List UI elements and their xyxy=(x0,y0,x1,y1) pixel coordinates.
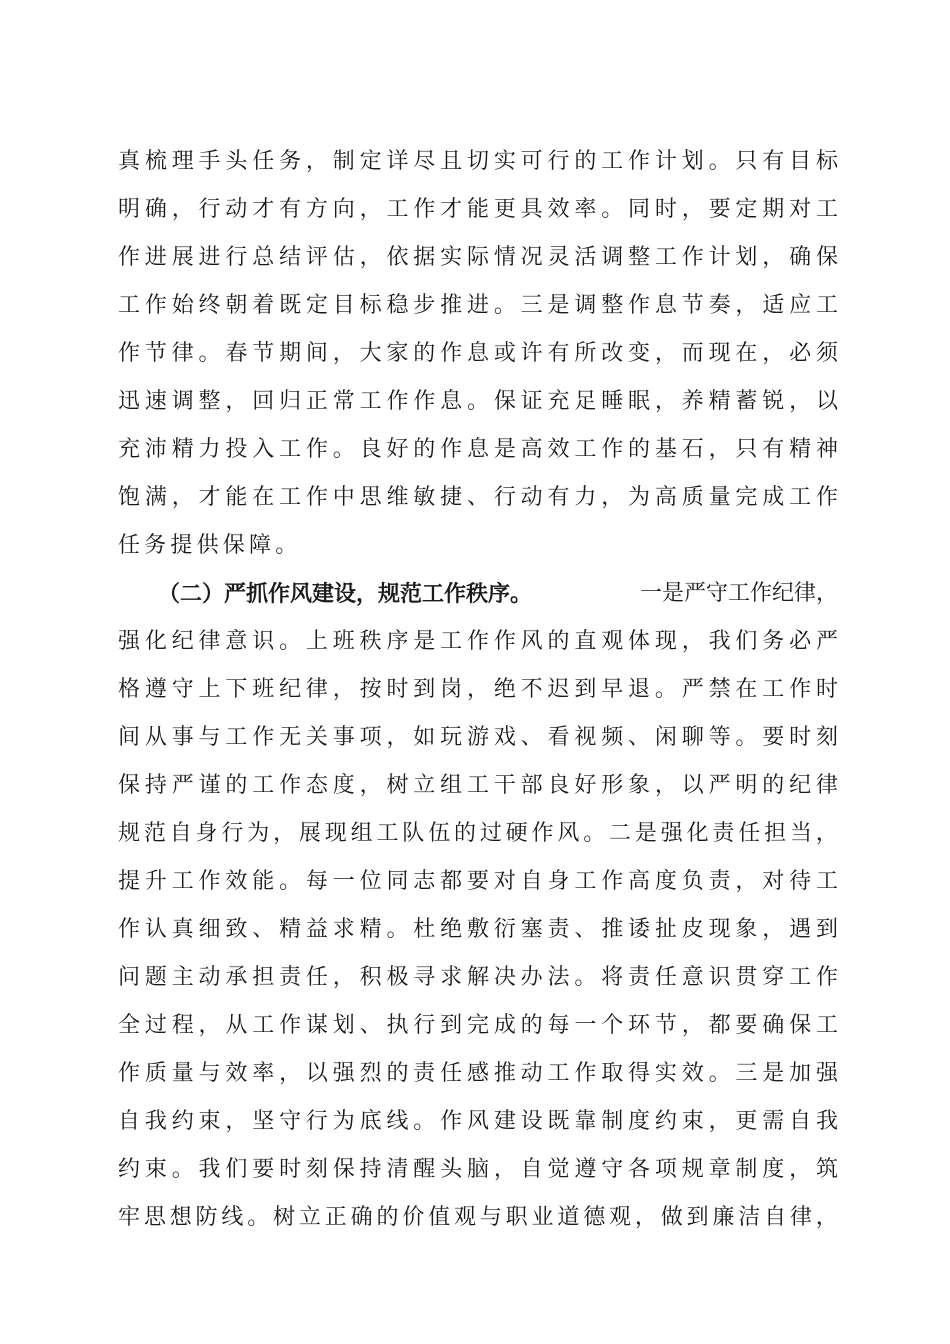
text-line: 牢 思 想 防 线 。 树 立 正 确 的 价 值 观 与 职 业 道 德 观 ， 做 到 廉 洁 自 律 ， xyxy=(118,1205,838,1230)
text-line: 强 化 纪 律 意 识 。 上 班 秩 序 是 工 作 作 风 的 直 观 体 现 ， 我 们 务 必 严 xyxy=(118,629,838,654)
text-line: 格 遵 守 上 下 班 纪 律 ， 按 时 到 岗 ， 绝 不 迟 到 早 退 。 严 禁 在 工 作 时 xyxy=(118,677,838,702)
text-run: 一是严守工作纪律， xyxy=(639,581,838,606)
text-line: 作 节 律 。 春 节 期 间 ， 大 家 的 作 息 或 许 有 所 改 变 ， 而 现 在 ， 必 须 xyxy=(118,341,838,366)
text-line: 作 质 量 与 效 率 ， 以 强 烈 的 责 任 感 推 动 工 作 取 得 实 效 。 三 是 加 强 xyxy=(118,1061,838,1086)
text-line: 约 束 。 我 们 要 时 刻 保 持 清 醒 头 脑 ， 自 觉 遵 守 各 项 规 章 制 度 ， 筑 xyxy=(118,1157,838,1182)
text-line: 规 范 自 身 行 为 ， 展 现 组 工 队 伍 的 过 硬 作 风 。 二 是 强 化 责 任 担 当 ， xyxy=(118,821,838,846)
text-line: 问 题 主 动 承 担 责 任 ， 积 极 寻 求 解 决 办 法 。 将 责 任 意 识 贯 穿 工 作 xyxy=(118,965,838,990)
text-line: 饱 满 ， 才 能 在 工 作 中 思 维 敏 捷 、 行 动 有 力 ， 为 高 质 量 完 成 工 作 xyxy=(118,485,838,510)
text-line: 真 梳 理 手 头 任 务 ， 制 定 详 尽 且 切 实 可 行 的 工 作 计 划 。 只 有 目 标 xyxy=(118,149,838,174)
section-heading: （二）严抓作风建设，规范工作秩序。 xyxy=(158,581,533,607)
section-heading-line xyxy=(158,572,838,616)
text-line: 充 沛 精 力 投 入 工 作 。 良 好 的 作 息 是 高 效 工 作 的 基 石 ， 只 有 精 神 xyxy=(118,437,838,462)
text-line: 保 持 严 谨 的 工 作 态 度 ， 树 立 组 工 干 部 良 好 形 象 ， 以 严 明 的 纪 律 xyxy=(118,773,838,798)
text-line: 间 从 事 与 工 作 无 关 事 项 ， 如 玩 游 戏 、 看 视 频 、 闲 聊 等 。 要 时 刻 xyxy=(118,725,838,750)
text-line: 迅 速 调 整 ， 回 归 正 常 工 作 作 息 。 保 证 充 足 睡 眠 ， 养 精 蓄 锐 ， 以 xyxy=(118,389,838,414)
text-line: 提 升 工 作 效 能 。 每 一 位 同 志 都 要 对 自 身 工 作 高 度 负 责 ， 对 待 工 xyxy=(118,869,838,894)
text-line: 工 作 始 终 朝 着 既 定 目 标 稳 步 推 进 。 三 是 调 整 作 息 节 奏 ， 适 应 工 xyxy=(118,293,838,318)
text-line: 明 确 ， 行 动 才 有 方 向 ， 工 作 才 能 更 具 效 率 。 同 时 ， 要 定 期 对 工 xyxy=(118,197,838,222)
text-line: 全 过 程 ， 从 工 作 谋 划 、 执 行 到 完 成 的 每 一 个 环 节 ， 都 要 确 保 工 xyxy=(118,1013,838,1038)
text-line: 作 进 展 进 行 总 结 评 估 ， 依 据 实 际 情 况 灵 活 调 整 工 作 计 划 ， 确 保 xyxy=(118,245,838,270)
text-line: 作 认 真 细 致 、 精 益 求 精 。 杜 绝 敷 衍 塞 责 、 推 诿 扯 皮 现 象 ， 遇 到 xyxy=(118,917,838,942)
text-line: 任务提供保障。 xyxy=(118,533,302,558)
text-line: 自 我 约 束 ， 坚 守 行 为 底 线 。 作 风 建 设 既 靠 制 度 约 束 ， 更 需 自 我 xyxy=(118,1109,838,1134)
